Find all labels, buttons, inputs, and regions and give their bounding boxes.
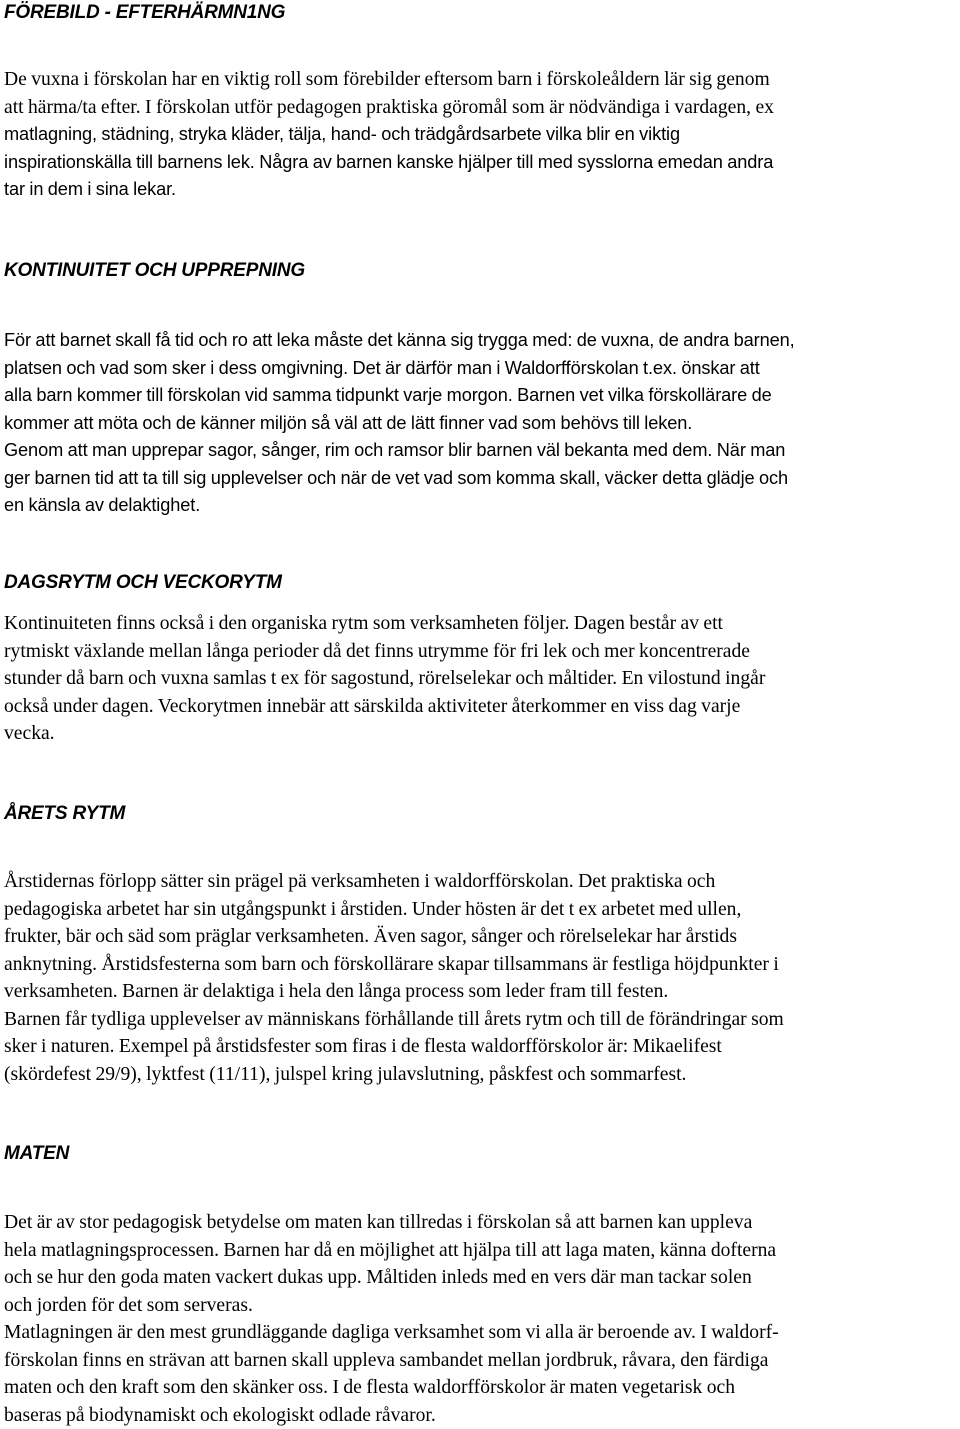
paragraph-line: att härma/ta efter. I förskolan utför pedagogen praktiska göromål som är nödvändiga i vardagen, ex [4, 96, 774, 118]
paragraph-line: Barnen får tydliga upplevelser av människans förhållande till årets rytm och till de förändringar som [4, 1008, 784, 1030]
section-heading-forebild: FÖREBILD - EFTERHÄRMN1NG [4, 2, 286, 23]
paragraph-maten [4, 1209, 956, 1429]
paragraph-line: också under dagen. Veckorytmen innebär att särskilda aktiviteter återkommer en viss dag varje [4, 695, 741, 717]
paragraph-forebild [4, 66, 956, 204]
paragraph-line: en känsla av delaktighet. [4, 495, 201, 515]
paragraph-line: Årstidernas förlopp sätter sin prägel pä verksamheten i waldorfförskolan. Det praktiska och [4, 871, 716, 892]
paragraph-line: kommer att möta och de känner miljön så väl att de lätt finner vad som behövs till leken. [4, 412, 693, 433]
paragraph-line: anknytning. Årstidsfesterna som barn och förskollärare skapar tillsammans är festliga höjdpunkter i [4, 953, 779, 975]
paragraph-line: Matlagningen är den mest grundläggande dagliga verksamhet som vi alla är beroende av. I waldorf- [4, 1322, 779, 1343]
paragraph-line: och se hur den goda maten vackert dukas upp. Måltiden inleds med en vers där man tackar solen [4, 1267, 752, 1288]
paragraph-line: hela matlagningsprocessen. Barnen har då en möjlighet att hjälpa till att laga maten, känna dofterna [4, 1239, 777, 1261]
paragraph-kontinuitet [4, 327, 956, 520]
paragraph-line: matlagning, städning, stryka kläder, tälja, hand- och trädgårdsarbete vilka blir en viktig [4, 124, 680, 144]
paragraph-line: frukter, bär och säd som präglar verksamheten. Även sagor, sånger och rörelselekar har årstids [4, 926, 737, 947]
section-heading-kontinuitet: KONTINUITET OCH UPPREPNING [4, 260, 305, 281]
paragraph-dagsrytm [4, 610, 956, 748]
paragraph-line: baseras på biodynamiskt och ekologiskt odlade råvaror. [4, 1404, 436, 1426]
paragraph-line: ger barnen tid att ta till sig upplevelser och när de vet vad som komma skall, väcker detta glädje och [4, 467, 788, 488]
paragraph-line: och jorden för det som serveras. [4, 1294, 253, 1316]
section-heading-arets-rytm: ÅRETS RYTM [4, 803, 126, 824]
paragraph-line: platsen och vad som sker i dess omgivning. Det är därför man i Waldorfförskolan t.ex. önskar att [4, 357, 760, 378]
paragraph-line: Det är av stor pedagogisk betydelse om maten kan tillredas i förskolan så att barnen kan uppleva [4, 1212, 753, 1233]
paragraph-line: inspirationskälla till barnens lek. Några av barnen kanske hjälper till med sysslorna emedan andra [4, 151, 774, 172]
paragraph-line: vecka. [4, 723, 55, 744]
paragraph-line: maten och den kraft som den skänker oss. I de flesta waldorfförskolor är maten vegetarisk och [4, 1377, 736, 1398]
paragraph-line: sker i naturen. Exempel på årstidsfester som firas i de flesta waldorfförskolor är: Mikaelifest [4, 1036, 722, 1057]
paragraph-line: pedagogiska arbetet har sin utgångspunkt i årstiden. Under hösten är det t ex arbetet med ullen, [4, 898, 742, 920]
paragraph-line: alla barn kommer till förskolan vid samma tidpunkt varje morgon. Barnen vet vilka förskollärare de [4, 385, 772, 405]
paragraph-line: tar in dem i sina lekar. [4, 179, 177, 199]
paragraph-arets-rytm [4, 868, 956, 1088]
paragraph-line-mixed [4, 94, 956, 122]
paragraph-line: För att barnet skall få tid och ro att leka måste det känna sig trygga med: de vuxna, de andra barnen, [4, 330, 795, 350]
section-heading-dagsrytm: DAGSRYTM OCH VECKORYTM [4, 572, 282, 593]
paragraph-line: förskolan finns en strävan att barnen skall uppleva sambandet mellan jordbruk, råvara, den färdiga [4, 1349, 769, 1371]
paragraph-line: stunder då barn och vuxna samlas t ex för sagostund, rörelselekar och måltider. En vilostund ingår [4, 668, 766, 689]
paragraph-line: rytmiskt växlande mellan långa perioder då det finns utrymme för fri lek och mer koncentrerade [4, 640, 750, 662]
paragraph-line: Genom att man upprepar sagor, sånger, rim och ramsor blir barnen väl bekanta med dem. När man [4, 440, 786, 460]
paragraph-line: De vuxna i förskolan har en viktig roll som förebilder eftersom barn i förskoleåldern lär sig genom [4, 69, 770, 90]
section-heading-maten: MATEN [4, 1143, 70, 1164]
paragraph-line: Kontinuiteten finns också i den organiska rytm som verksamheten följer. Dagen består av ett [4, 613, 724, 634]
paragraph-line: verksamheten. Barnen är delaktiga i hela den långa process som leder fram till festen. [4, 981, 669, 1002]
paragraph-line: (skördefest 29/9), lyktfest (11/11), julspel kring julavslutning, påskfest och sommarfest. [4, 1063, 687, 1085]
